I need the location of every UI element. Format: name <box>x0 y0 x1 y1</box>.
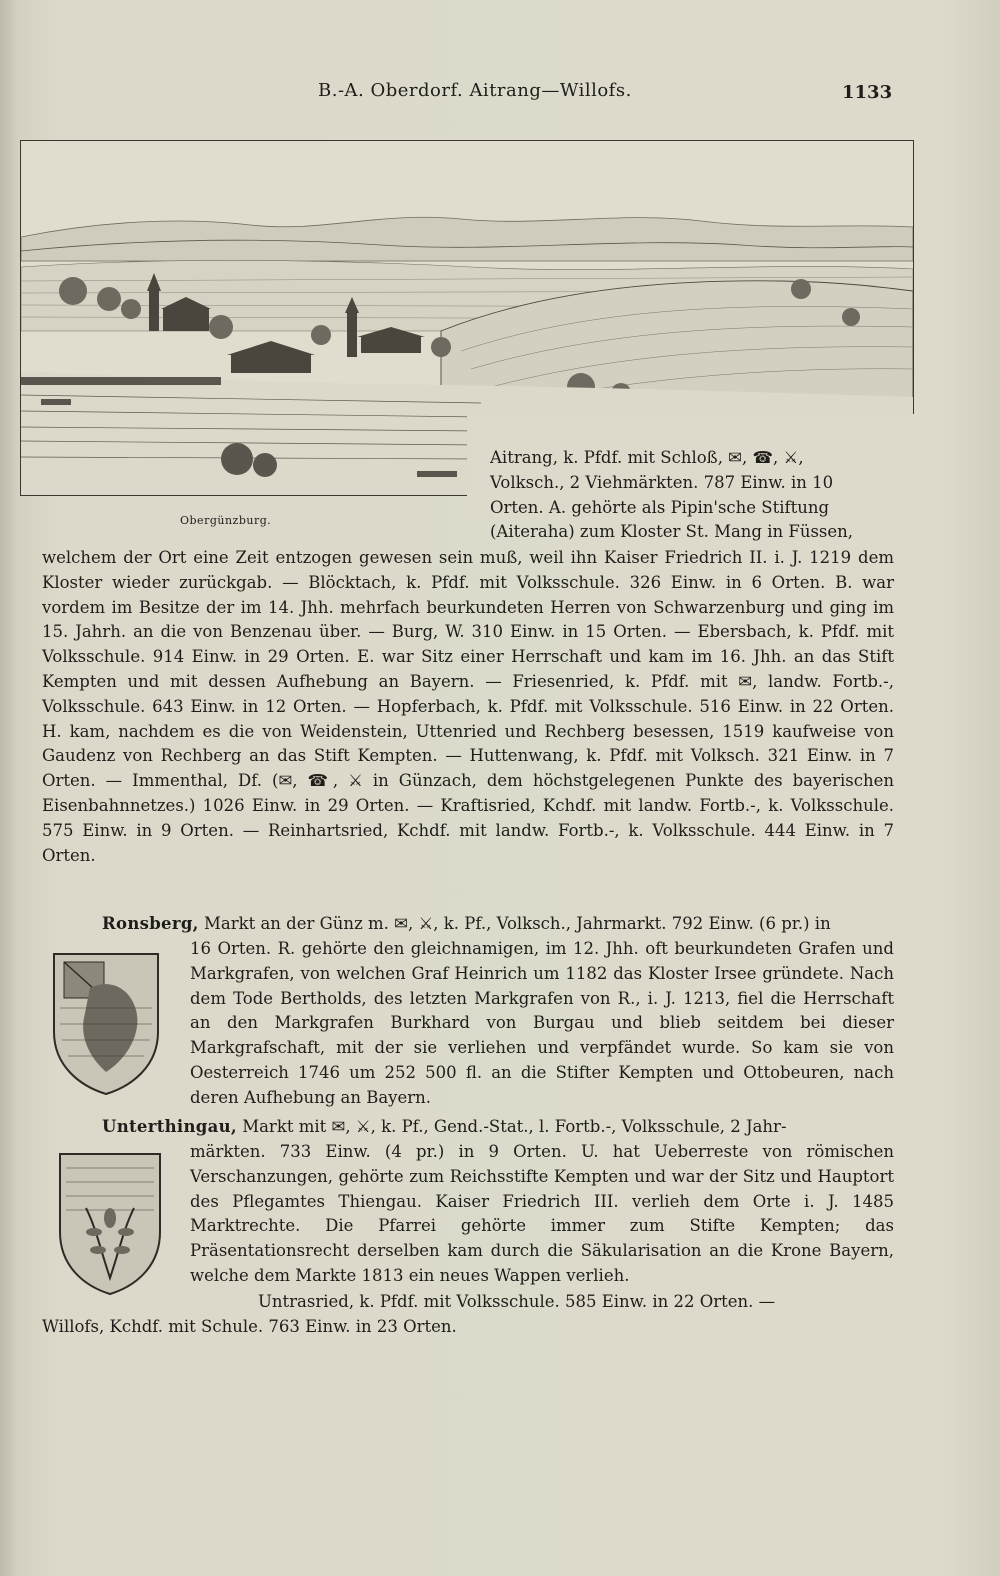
entry-first-line: Markt an der Günz m. ✉, ⚔, k. Pf., Volksch., Jahrmarkt. 792 Einw. (6 pr.) in <box>203 914 831 933</box>
text-line: Aitrang, k. Pfdf. mit Schloß, ✉, ☎, ⚔, <box>490 448 804 467</box>
entry-first-line: Markt mit ✉, ⚔, k. Pf., Gend.-Stat., l. Fortb.-, Volksschule, 2 Jahr- <box>242 1117 787 1136</box>
text-line: Orten. A. gehörte als Pipin'sche Stiftung <box>490 497 830 517</box>
entry-ronsberg-body: 16 Orten. R. gehörte den gleichnamigen, im 12. Jhh. oft beurkundeten Grafen und Markgrafen, von welchen Graf Heinrich um 1182 das Kloster Irsee gründete. Nach dem Tode Bertholds, des letzten Markgrafen von R., i. J. 1213, fiel die Herrschaft an den Markgrafen Burkhard von Burgau und blieb seitdem bei dieser Markgrafschaft, mit der sie verliehen und verpfändet wurde. So kam sie von Oesterreich 1746 um 252 500 fl. an die Stifter Kempten und Ottobeuren, nach deren Aufhebung an Bayern. <box>190 939 894 1107</box>
entry-untrasried-willofs <box>42 1290 894 1340</box>
page-number: 1133 <box>842 82 893 103</box>
text-line: Volksch., 2 Viehmärkten. 787 Einw. in 10 <box>490 472 834 492</box>
entry-unterthingau-body: märkten. 733 Einw. (4 pr.) in 9 Orten. U. hat Ueberreste von römischen Verschanzungen, gehörte zum Reichsstifte Kempten und war der Sitz und Hauptort des Pflegamtes Thiengau. Kaiser Friedrich III. verlieh dem Orte i. J. 1485 Marktrechte. Die Pfarrei gehörte immer zum Stifte Kempten; das Präsentationsrecht derselben kam durch die Säkularisation an die Krone Bayern, welche dem Markte 1813 ein neues Wappen verlieh. <box>190 1142 894 1285</box>
entry-title: Ronsberg, <box>102 914 199 933</box>
entry-aitrang-intro <box>490 446 894 545</box>
unterthingau-coat-of-arms <box>56 1148 164 1298</box>
entry-title: Unterthingau, <box>102 1117 237 1136</box>
text-line: Willofs, Kchdf. mit Schule. 763 Einw. in 23 Orten. <box>42 1316 457 1336</box>
running-title: B.-A. Oberdorf. Aitrang—Willofs. <box>318 80 632 101</box>
illustration-caption: Obergünzburg. <box>180 514 272 527</box>
entry-aitrang-continued: welchem der Ort eine Zeit entzogen gewesen sein muß, weil ihn Kaiser Friedrich II. i. J. 1219 dem Kloster wieder zurückgab. — Blöcktach, k. Pfdf. mit Volksschule. 326 Einw. in 6 Orten. B. war vordem im Besitze der im 14. Jhh. mehrfach beurkundeten Herren von Schwarzenburg und ging im 15. Jahrh. an die von Benzenau über. — Burg, W. 310 Einw. in 15 Orten. — Ebersbach, k. Pfdf. mit Volksschule. 914 Einw. in 29 Orten. E. war Sitz einer Herrschaft und kam im 16. Jhh. an das Stift Kempten und mit dessen Aufhebung an Bayern. — Friesenried, k. Pfdf. mit ✉, landw. Fortb.-, Volksschule. 643 Einw. in 12 Orten. — Hopferbach, k. Pfdf. mit Volksschule. 516 Einw. in 22 Orten. H. kam, nachdem es die von Weidenstein, Uttenried und Rechberg besessen, 1519 kaufweise von Gaudenz von Rechberg an das Stift Kempten. — Huttenwang, k. Pfdf. mit Volksch. 321 Einw. in 7 Orten. — Immenthal, Df. (✉, ☎, ⚔ in Günzach, dem höchstgelegenen Punkte des bayerischen Eisenbahnnetzes.) 1026 Einw. in 29 Orten. — Kraftisried, Kchdf. mit landw. Fortb.-, k. Volksschule. 575 Einw. in 9 Orten. — Reinhartsried, Kchdf. mit landw. Fortb.-, k. Volksschule. 444 Einw. in 7 Orten. <box>42 548 894 865</box>
ronsberg-coat-of-arms <box>50 948 162 1098</box>
running-head <box>0 80 1000 110</box>
text-line: Untrasried, k. Pfdf. mit Volksschule. 585 Einw. in 22 Orten. — <box>258 1292 776 1311</box>
text-line: (Aiteraha) zum Kloster St. Mang in Füssen, <box>490 522 854 542</box>
entry-ronsberg-heading <box>102 912 894 937</box>
entry-unterthingau-heading <box>102 1115 894 1140</box>
